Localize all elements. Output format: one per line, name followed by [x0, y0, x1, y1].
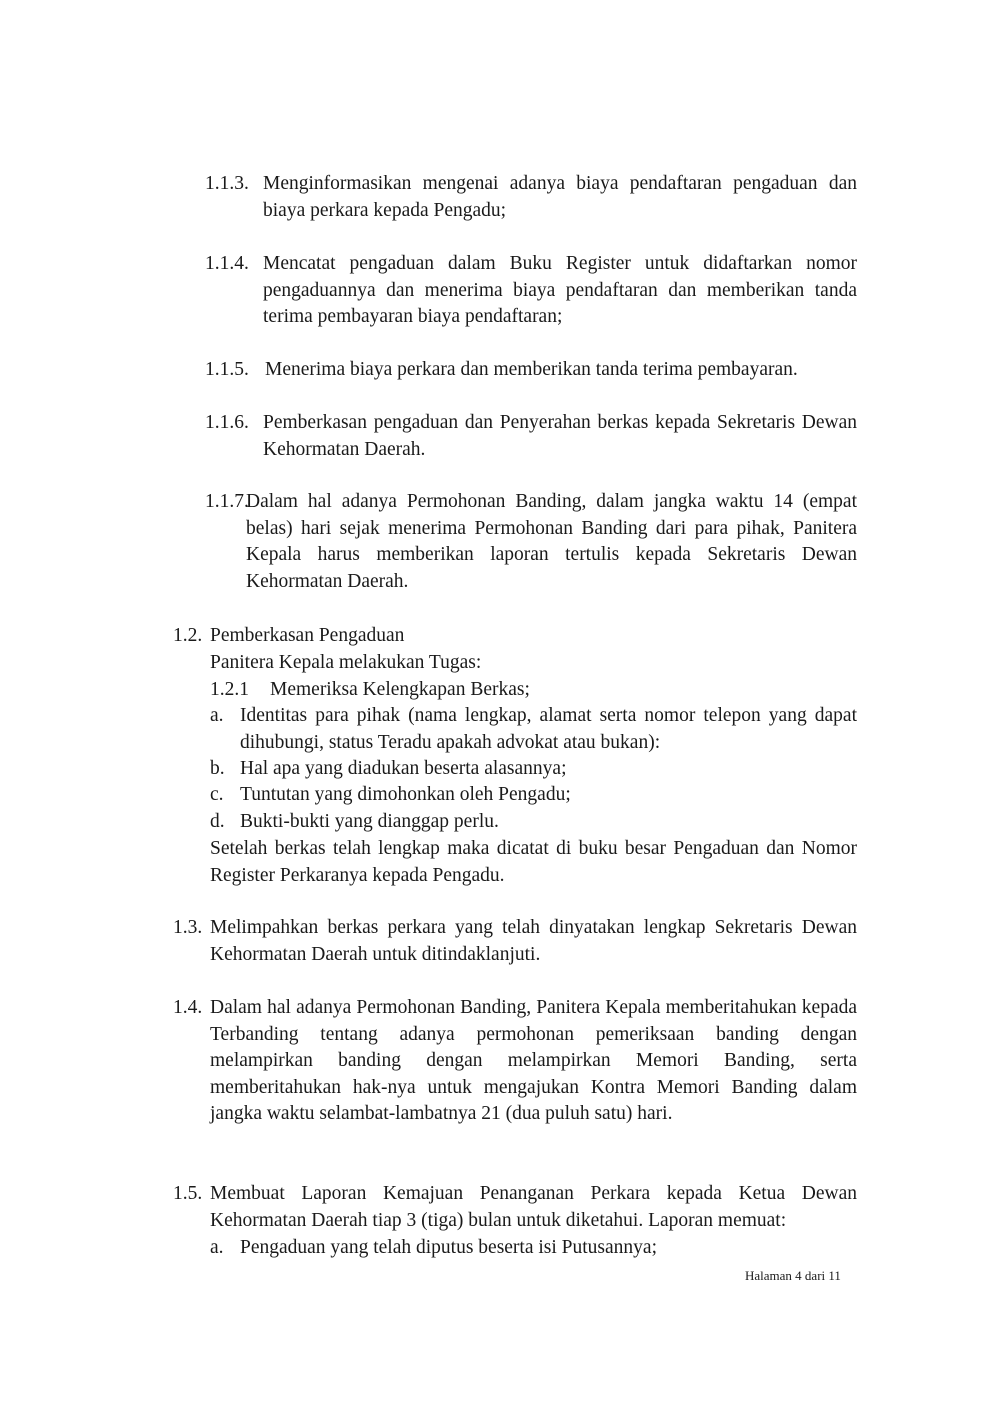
page-number: Halaman 4 dari 11 — [745, 1268, 841, 1283]
list-text: Bukti-bukti yang dianggap perlu. — [240, 811, 499, 832]
subsection-text: Memeriksa Kelengkapan Berkas; — [270, 679, 530, 700]
list-letter: a. — [210, 705, 224, 726]
item-text: Mencatat pengaduan dalam Buku Register untuk didaftarkan nomor pengaduannya dan menerima biaya pendaftaran dan memberikan tanda terima pembayaran biaya pendaftaran; — [263, 253, 857, 327]
section-number: 1.2. — [173, 625, 203, 646]
section-text: Membuat Laporan Kemajuan Penanganan Perkara kepada Ketua Dewan Kehormatan Daerah tiap 3 (tiga) bulan untuk diketahui. Laporan memuat: — [210, 1183, 857, 1231]
section-text: Melimpahkan berkas perkara yang telah dinyatakan lengkap Sekretaris Dewan Kehormatan Daerah untuk ditindaklanjuti. — [210, 917, 857, 965]
list-letter: c. — [210, 784, 224, 805]
list-text: Hal apa yang diadukan beserta alasannya; — [240, 758, 567, 779]
list-text: Tuntutan yang dimohonkan oleh Pengadu; — [240, 784, 571, 805]
list-text: Pengaduan yang telah diputus beserta isi Putusannya; — [240, 1237, 658, 1258]
item-text: Menginformasikan mengenai adanya biaya pendaftaran pengaduan dan biaya perkara kepada Pengadu; — [263, 173, 857, 221]
item-number: 1.1.3. — [205, 173, 249, 194]
section-number: 1.5. — [173, 1183, 203, 1204]
subsection-number: 1.2.1 — [210, 679, 249, 700]
section-title: Pemberkasan Pengaduan — [210, 625, 405, 646]
item-number: 1.1.5. — [205, 359, 249, 380]
section-1-2-intro: Panitera Kepala melakukan Tugas: — [210, 652, 482, 673]
item-number: 1.1.4. — [205, 253, 249, 274]
section-1-5 — [173, 1181, 857, 1234]
item-1-1-6 — [205, 410, 857, 463]
section-1-3 — [173, 915, 857, 968]
item-1-1-3 — [205, 171, 857, 224]
item-number: 1.1.7. — [205, 491, 249, 512]
list-item-d — [210, 809, 857, 836]
section-1-2-closing: Setelah berkas telah lengkap maka dicatat di buku besar Pengaduan dan Nomor Register Perkaranya kepada Pengadu. — [210, 838, 857, 886]
item-1-1-7 — [205, 489, 857, 595]
item-1-1-5 — [205, 357, 857, 384]
list-letter: a. — [210, 1237, 224, 1258]
list-item-a — [210, 1235, 857, 1262]
item-text: Menerima biaya perkara dan memberikan tanda terima pembayaran. — [265, 359, 798, 380]
item-text: Pemberkasan pengaduan dan Penyerahan berkas kepada Sekretaris Dewan Kehormatan Daerah. — [263, 412, 857, 460]
item-number: 1.1.6. — [205, 412, 249, 433]
section-text: Dalam hal adanya Permohonan Banding, Panitera Kepala memberitahukan kepada Terbanding tentang adanya permohonan pemeriksaan banding dengan melampirkan banding dengan melampirkan Memori Banding, serta memberitahukan hak-nya untuk mengajukan Kontra Memori Banding dalam jangka waktu selambat-lambatnya 21 (dua puluh satu) hari. — [210, 997, 857, 1124]
list-letter: b. — [210, 758, 225, 779]
list-text: Identitas para pihak (nama lengkap, alamat serta nomor telepon yang dapat dihubungi, status Teradu apakah advokat atau bukan): — [240, 705, 857, 753]
item-1-1-4 — [205, 251, 857, 331]
item-text: Dalam hal adanya Permohonan Banding, dalam jangka waktu 14 (empat belas) hari sejak menerima Permohonan Banding dari para pihak, Panitera Kepala harus memberikan laporan tertulis kepada Sekretaris Dewan Kehormatan Daerah. — [246, 491, 857, 592]
section-number: 1.3. — [173, 917, 203, 938]
list-letter: d. — [210, 811, 225, 832]
list-item-b — [210, 756, 857, 783]
section-1-4 — [173, 995, 857, 1128]
subsection-1-2-1 — [210, 677, 857, 704]
section-number: 1.4. — [173, 997, 203, 1018]
list-item-a — [210, 703, 857, 756]
list-item-c — [210, 782, 857, 809]
section-1-2-heading — [173, 623, 857, 650]
